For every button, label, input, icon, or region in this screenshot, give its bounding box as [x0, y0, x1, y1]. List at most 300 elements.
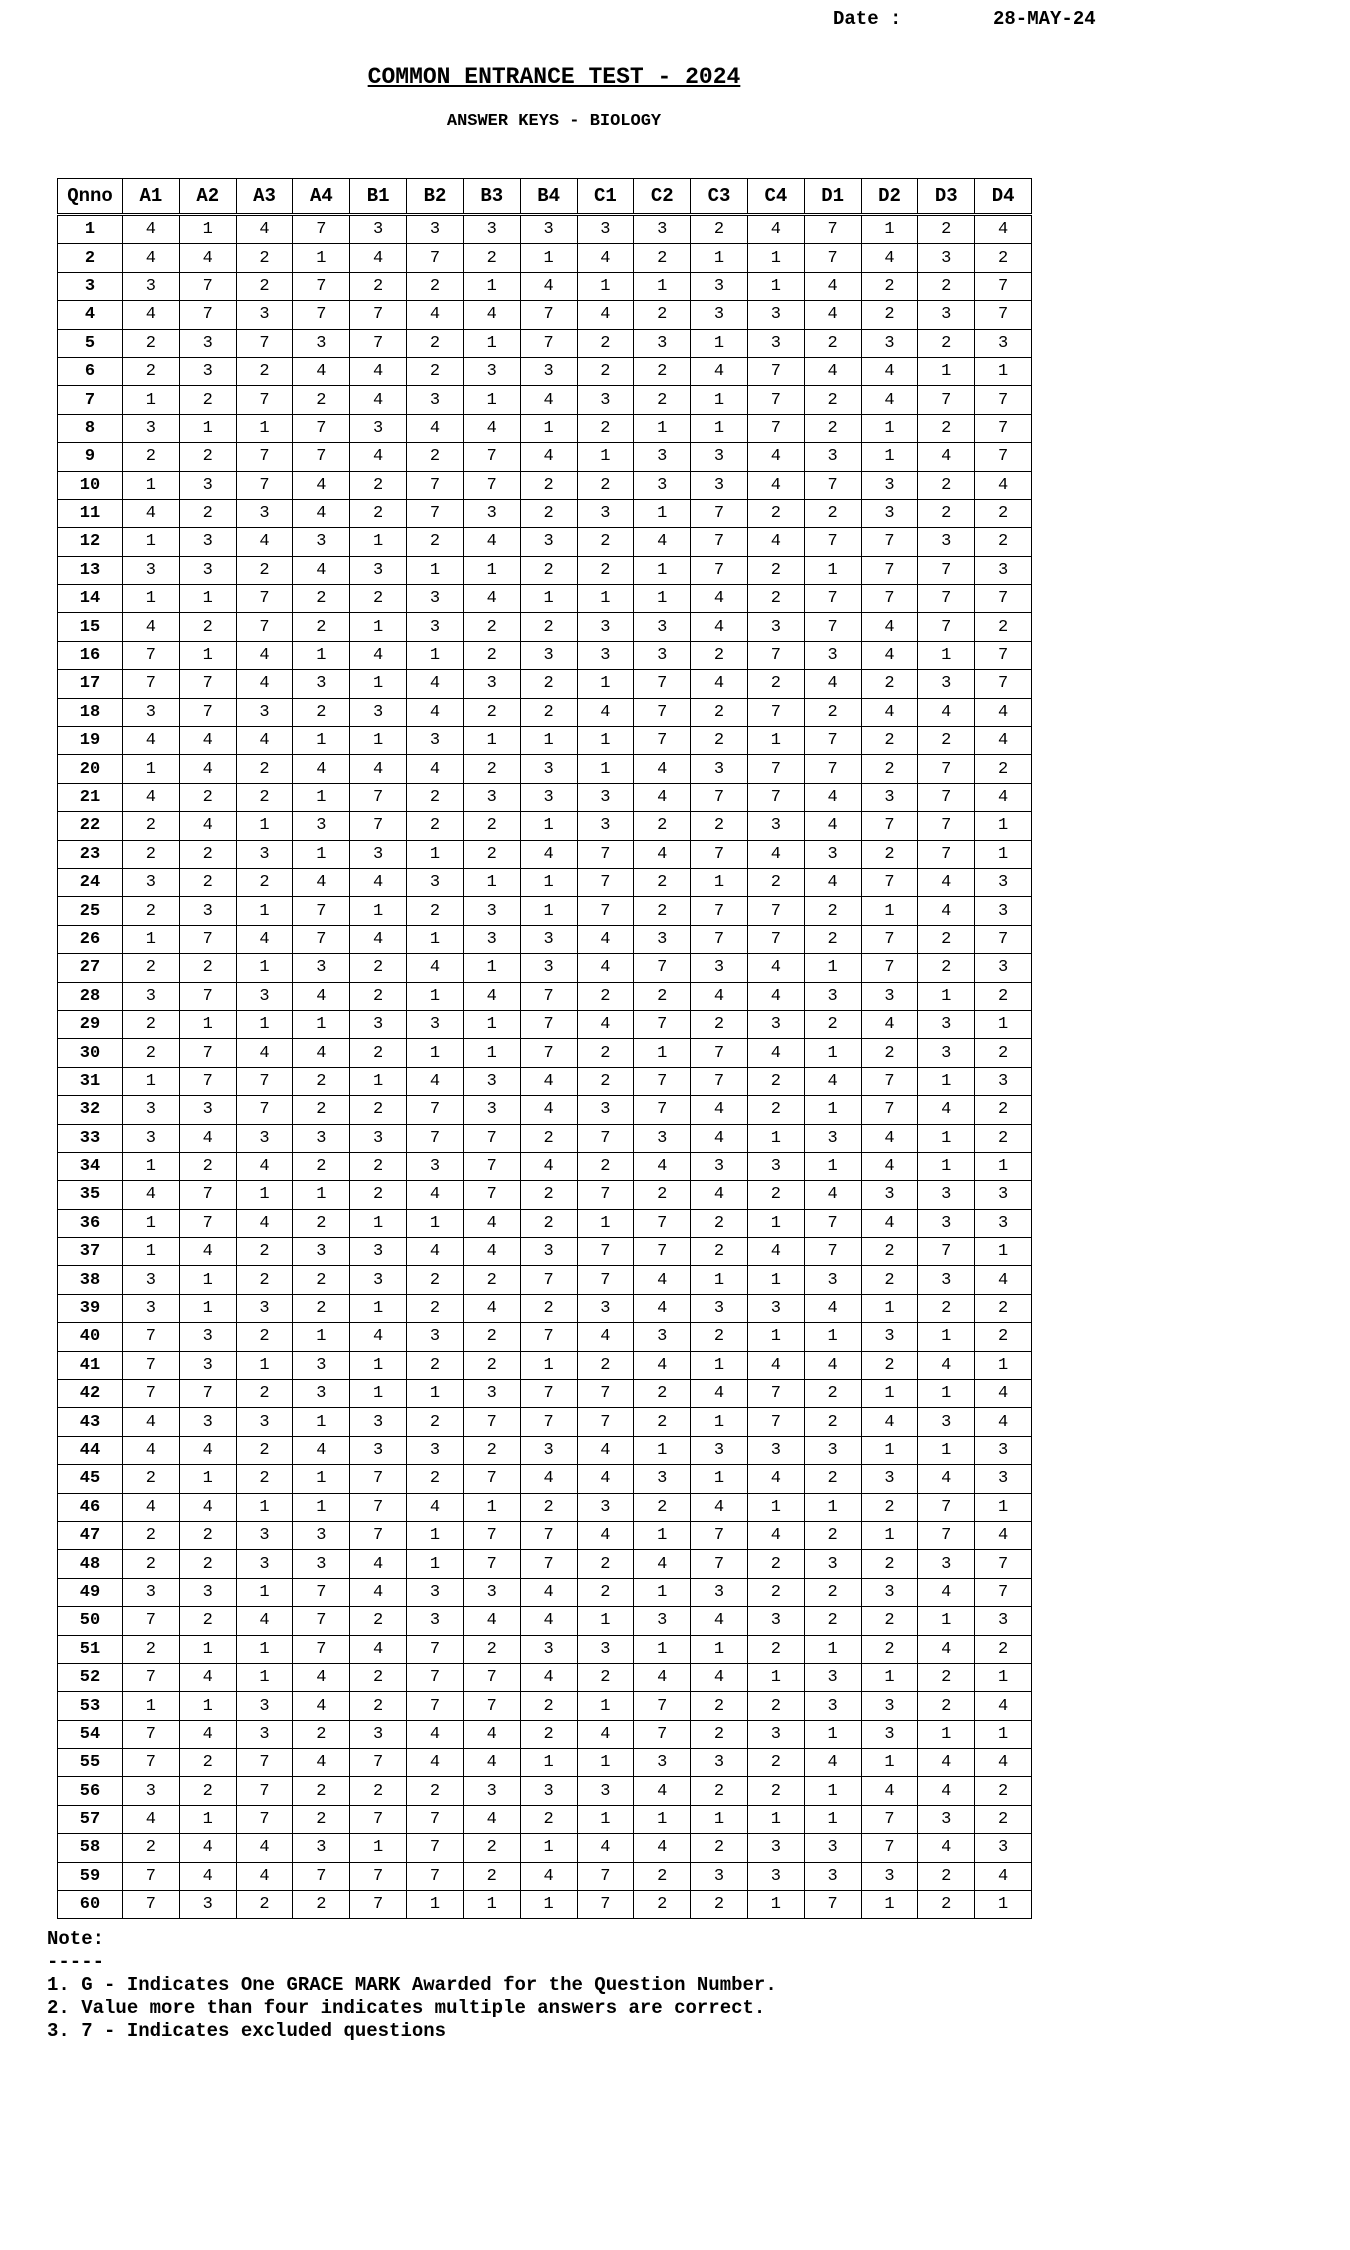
- answer-cell: 1: [804, 1096, 861, 1124]
- question-number-cell: 45: [58, 1465, 123, 1493]
- answer-cell: 1: [407, 1521, 464, 1549]
- answer-cell: 4: [236, 1607, 293, 1635]
- table-row: [58, 585, 1032, 613]
- answer-cell: 7: [463, 1465, 520, 1493]
- answer-cell: 7: [918, 585, 975, 613]
- answer-cell: 2: [179, 954, 236, 982]
- answer-cell: 7: [804, 1891, 861, 1919]
- table-row: [58, 386, 1032, 414]
- answer-cell: 7: [350, 1805, 407, 1833]
- table-row: [58, 1209, 1032, 1237]
- answer-cell: 3: [918, 1550, 975, 1578]
- answer-cell: 3: [350, 1266, 407, 1294]
- table-row: [58, 1181, 1032, 1209]
- answer-cell: 1: [407, 1550, 464, 1578]
- answer-cell: 4: [747, 982, 804, 1010]
- answer-cell: 4: [975, 1408, 1032, 1436]
- answer-cell: 1: [463, 1493, 520, 1521]
- answer-cell: 3: [236, 840, 293, 868]
- answer-cell: 1: [407, 1380, 464, 1408]
- answer-cell: 7: [804, 1209, 861, 1237]
- answer-cell: 2: [747, 1777, 804, 1805]
- answer-cell: 3: [179, 1578, 236, 1606]
- answer-cell: 4: [236, 528, 293, 556]
- column-header: B4: [520, 179, 577, 215]
- answer-cell: 3: [520, 528, 577, 556]
- answer-cell: 2: [691, 1209, 748, 1237]
- answer-cell: 1: [179, 1266, 236, 1294]
- answer-cell: 2: [975, 1805, 1032, 1833]
- question-number-cell: 59: [58, 1862, 123, 1890]
- answer-cell: 2: [747, 556, 804, 584]
- answer-cell: 3: [407, 386, 464, 414]
- answer-cell: 2: [577, 1152, 634, 1180]
- column-header: C4: [747, 179, 804, 215]
- answer-cell: 7: [123, 1749, 180, 1777]
- answer-cell: 7: [975, 641, 1032, 669]
- answer-cell: 3: [236, 1294, 293, 1322]
- answer-cell: 3: [918, 1266, 975, 1294]
- answer-cell: 1: [691, 414, 748, 442]
- answer-cell: 3: [634, 1749, 691, 1777]
- answer-cell: 7: [634, 1209, 691, 1237]
- answer-cell: 3: [975, 1181, 1032, 1209]
- answer-cell: 3: [691, 755, 748, 783]
- answer-cell: 4: [577, 1465, 634, 1493]
- answer-cell: 2: [407, 272, 464, 300]
- answer-cell: 2: [804, 1465, 861, 1493]
- answer-cell: 1: [293, 1493, 350, 1521]
- column-header: D3: [918, 179, 975, 215]
- answer-cell: 3: [123, 556, 180, 584]
- answer-cell: 1: [293, 1465, 350, 1493]
- answer-cell: 2: [463, 1834, 520, 1862]
- answer-cell: 3: [520, 925, 577, 953]
- answer-cell: 2: [918, 471, 975, 499]
- answer-cell: 2: [520, 698, 577, 726]
- answer-cell: 2: [179, 1152, 236, 1180]
- answer-cell: 4: [918, 698, 975, 726]
- answer-cell: 1: [747, 1209, 804, 1237]
- answer-cell: 3: [463, 897, 520, 925]
- question-number-cell: 36: [58, 1209, 123, 1237]
- answer-cell: 3: [804, 1692, 861, 1720]
- answer-cell: 1: [918, 641, 975, 669]
- answer-cell: 3: [123, 414, 180, 442]
- table-row: [58, 755, 1032, 783]
- answer-cell: 1: [634, 1039, 691, 1067]
- answer-cell: 2: [691, 812, 748, 840]
- answer-cell: 1: [463, 386, 520, 414]
- answer-cell: 2: [407, 528, 464, 556]
- answer-cell: 3: [691, 301, 748, 329]
- answer-cell: 2: [350, 1777, 407, 1805]
- answer-cell: 7: [463, 1692, 520, 1720]
- answer-cell: 2: [520, 670, 577, 698]
- column-header: A1: [123, 179, 180, 215]
- answer-cell: 1: [179, 1635, 236, 1663]
- table-row: [58, 1834, 1032, 1862]
- answer-cell: 2: [861, 272, 918, 300]
- answer-cell: 7: [691, 1521, 748, 1549]
- answer-cell: 2: [463, 1862, 520, 1890]
- answer-cell: 2: [747, 1181, 804, 1209]
- answer-cell: 4: [520, 386, 577, 414]
- answer-cell: 4: [861, 1010, 918, 1038]
- answer-cell: 2: [123, 443, 180, 471]
- answer-cell: 2: [975, 528, 1032, 556]
- answer-cell: 2: [634, 1862, 691, 1890]
- answer-cell: 7: [918, 812, 975, 840]
- table-row: [58, 613, 1032, 641]
- answer-cell: 2: [577, 1039, 634, 1067]
- table-row: [58, 868, 1032, 896]
- answer-cell: 1: [179, 1465, 236, 1493]
- answer-cell: 3: [918, 1181, 975, 1209]
- answer-cell: 4: [691, 1493, 748, 1521]
- table-row: [58, 1323, 1032, 1351]
- answer-cell: 7: [691, 1039, 748, 1067]
- answer-cell: 1: [861, 1521, 918, 1549]
- answer-cell: 3: [350, 1010, 407, 1038]
- table-row: [58, 1380, 1032, 1408]
- answer-cell: 4: [463, 1749, 520, 1777]
- column-header: A4: [293, 179, 350, 215]
- answer-cell: 7: [407, 1635, 464, 1663]
- answer-cell: 3: [577, 1294, 634, 1322]
- answer-cell: 2: [691, 698, 748, 726]
- answer-cell: 4: [918, 897, 975, 925]
- answer-cell: 4: [179, 812, 236, 840]
- answer-cell: 7: [634, 954, 691, 982]
- answer-cell: 1: [293, 1408, 350, 1436]
- answer-cell: 3: [747, 1436, 804, 1464]
- answer-cell: 1: [918, 982, 975, 1010]
- answer-cell: 7: [520, 1039, 577, 1067]
- answer-cell: 1: [350, 1067, 407, 1095]
- answer-cell: 7: [577, 868, 634, 896]
- answer-cell: 2: [350, 1663, 407, 1691]
- answer-cell: 7: [577, 1380, 634, 1408]
- answer-cell: 2: [463, 755, 520, 783]
- answer-cell: 4: [918, 443, 975, 471]
- answer-cell: 2: [918, 1294, 975, 1322]
- answer-cell: 4: [123, 1181, 180, 1209]
- answer-cell: 4: [975, 783, 1032, 811]
- answer-cell: 2: [179, 499, 236, 527]
- answer-cell: 2: [634, 386, 691, 414]
- answer-cell: 3: [293, 329, 350, 357]
- answer-cell: 3: [407, 1607, 464, 1635]
- answer-cell: 3: [918, 244, 975, 272]
- answer-cell: 7: [747, 386, 804, 414]
- answer-cell: 1: [918, 1067, 975, 1095]
- answer-cell: 2: [975, 244, 1032, 272]
- column-header: A3: [236, 179, 293, 215]
- answer-cell: 3: [179, 1351, 236, 1379]
- answer-cell: 7: [861, 1834, 918, 1862]
- answer-cell: 3: [747, 1607, 804, 1635]
- answer-cell: 7: [975, 301, 1032, 329]
- answer-cell: 3: [634, 1465, 691, 1493]
- answer-cell: 4: [236, 215, 293, 244]
- answer-cell: 4: [975, 1692, 1032, 1720]
- answer-cell: 2: [975, 1294, 1032, 1322]
- answer-cell: 2: [293, 1266, 350, 1294]
- answer-cell: 7: [804, 1238, 861, 1266]
- answer-cell: 3: [350, 215, 407, 244]
- table-row: [58, 1749, 1032, 1777]
- answer-cell: 2: [123, 1550, 180, 1578]
- answer-cell: 7: [975, 585, 1032, 613]
- answer-cell: 1: [179, 1805, 236, 1833]
- table-row: [58, 1521, 1032, 1549]
- answer-cell: 2: [350, 471, 407, 499]
- answer-cell: 4: [123, 301, 180, 329]
- answer-cell: 4: [520, 1152, 577, 1180]
- answer-cell: 4: [975, 1521, 1032, 1549]
- answer-cell: 1: [918, 1720, 975, 1748]
- answer-cell: 4: [804, 1749, 861, 1777]
- answer-cell: 4: [407, 670, 464, 698]
- answer-cell: 2: [975, 982, 1032, 1010]
- answer-cell: 7: [236, 329, 293, 357]
- answer-cell: 7: [123, 1663, 180, 1691]
- answer-cell: 2: [293, 585, 350, 613]
- answer-cell: 7: [747, 783, 804, 811]
- answer-cell: 4: [293, 868, 350, 896]
- table-row: [58, 1152, 1032, 1180]
- answer-cell: 1: [407, 925, 464, 953]
- answer-cell: 4: [634, 840, 691, 868]
- answer-cell: 1: [577, 670, 634, 698]
- answer-cell: 7: [691, 556, 748, 584]
- answer-cell: 3: [804, 840, 861, 868]
- answer-cell: 7: [577, 897, 634, 925]
- answer-cell: 3: [520, 357, 577, 385]
- answer-cell: 2: [691, 1891, 748, 1919]
- answer-cell: 7: [577, 1181, 634, 1209]
- answer-cell: 2: [350, 1039, 407, 1067]
- answer-cell: 7: [634, 1720, 691, 1748]
- question-number-cell: 40: [58, 1323, 123, 1351]
- answer-cell: 4: [804, 1351, 861, 1379]
- answer-cell: 3: [918, 1039, 975, 1067]
- answer-cell: 2: [520, 1209, 577, 1237]
- answer-cell: 2: [577, 528, 634, 556]
- answer-cell: 2: [747, 1067, 804, 1095]
- answer-cell: 3: [577, 386, 634, 414]
- answer-cell: 3: [691, 272, 748, 300]
- answer-cell: 1: [520, 1351, 577, 1379]
- answer-cell: 3: [861, 783, 918, 811]
- answer-cell: 2: [634, 868, 691, 896]
- question-number-cell: 28: [58, 982, 123, 1010]
- answer-cell: 4: [804, 1067, 861, 1095]
- answer-cell: 2: [463, 698, 520, 726]
- answer-cell: 7: [918, 613, 975, 641]
- answer-cell: 2: [293, 1209, 350, 1237]
- answer-cell: 4: [861, 641, 918, 669]
- question-number-cell: 58: [58, 1834, 123, 1862]
- answer-cell: 2: [520, 1720, 577, 1748]
- answer-cell: 3: [747, 1010, 804, 1038]
- answer-cell: 2: [123, 1834, 180, 1862]
- answer-cell: 3: [407, 1436, 464, 1464]
- answer-cell: 7: [691, 840, 748, 868]
- answer-cell: 3: [350, 1408, 407, 1436]
- answer-cell: 3: [747, 1834, 804, 1862]
- question-number-cell: 52: [58, 1663, 123, 1691]
- answer-cell: 7: [861, 585, 918, 613]
- answer-cell: 4: [634, 1834, 691, 1862]
- answer-cell: 2: [577, 1067, 634, 1095]
- answer-cell: 1: [179, 1010, 236, 1038]
- answer-cell: 3: [577, 1493, 634, 1521]
- answer-cell: 1: [293, 1323, 350, 1351]
- answer-cell: 1: [861, 1749, 918, 1777]
- answer-cell: 2: [691, 1720, 748, 1748]
- answer-cell: 7: [691, 528, 748, 556]
- question-number-cell: 3: [58, 272, 123, 300]
- answer-cell: 4: [407, 698, 464, 726]
- answer-cell: 7: [691, 1067, 748, 1095]
- answer-cell: 2: [179, 840, 236, 868]
- table-row: [58, 414, 1032, 442]
- answer-cell: 7: [179, 1380, 236, 1408]
- answer-cell: 1: [747, 1323, 804, 1351]
- answer-cell: 1: [463, 329, 520, 357]
- note-item-3: 3. 7 - Indicates excluded questions: [47, 2020, 447, 2042]
- answer-cell: 7: [407, 499, 464, 527]
- answer-cell: 2: [804, 897, 861, 925]
- answer-cell: 3: [577, 1635, 634, 1663]
- answer-cell: 1: [407, 982, 464, 1010]
- answer-cell: 2: [350, 585, 407, 613]
- answer-cell: 4: [293, 1039, 350, 1067]
- answer-cell: 1: [236, 1010, 293, 1038]
- answer-cell: 2: [804, 1010, 861, 1038]
- answer-cell: 4: [236, 670, 293, 698]
- answer-cell: 4: [634, 1777, 691, 1805]
- answer-cell: 2: [975, 613, 1032, 641]
- answer-cell: 1: [350, 1380, 407, 1408]
- answer-cell: 4: [463, 1805, 520, 1833]
- answer-cell: 7: [407, 244, 464, 272]
- answer-cell: 4: [463, 1720, 520, 1748]
- answer-cell: 2: [577, 1663, 634, 1691]
- table-row: [58, 1238, 1032, 1266]
- answer-cell: 3: [179, 1096, 236, 1124]
- answer-cell: 3: [747, 301, 804, 329]
- table-row: [58, 1096, 1032, 1124]
- answer-cell: 1: [350, 613, 407, 641]
- answer-cell: 3: [179, 1323, 236, 1351]
- answer-cell: 2: [350, 272, 407, 300]
- answer-cell: 4: [975, 471, 1032, 499]
- answer-cell: 1: [747, 1663, 804, 1691]
- answer-cell: 4: [520, 1862, 577, 1890]
- answer-cell: 7: [975, 670, 1032, 698]
- answer-cell: 4: [350, 386, 407, 414]
- answer-cell: 3: [577, 1777, 634, 1805]
- answer-cell: 7: [236, 1096, 293, 1124]
- table-row: [58, 1720, 1032, 1748]
- answer-cell: 3: [350, 840, 407, 868]
- answer-cell: 1: [179, 414, 236, 442]
- answer-cell: 2: [236, 1323, 293, 1351]
- answer-cell: 2: [179, 443, 236, 471]
- answer-cell: 3: [861, 329, 918, 357]
- table-row: [58, 641, 1032, 669]
- answer-cell: 1: [691, 244, 748, 272]
- answer-cell: 7: [861, 1805, 918, 1833]
- question-number-cell: 18: [58, 698, 123, 726]
- answer-cell: 1: [293, 1181, 350, 1209]
- answer-cell: 3: [407, 868, 464, 896]
- answer-cell: 2: [293, 1067, 350, 1095]
- answer-cell: 4: [691, 613, 748, 641]
- answer-cell: 1: [634, 414, 691, 442]
- answer-cell: 4: [804, 670, 861, 698]
- answer-cell: 7: [804, 727, 861, 755]
- answer-cell: 1: [350, 1294, 407, 1322]
- answer-cell: 7: [747, 357, 804, 385]
- answer-cell: 3: [804, 1862, 861, 1890]
- answer-cell: 7: [861, 556, 918, 584]
- answer-cell: 2: [407, 1294, 464, 1322]
- answer-cell: 2: [918, 272, 975, 300]
- answer-cell: 7: [293, 414, 350, 442]
- answer-cell: 1: [350, 727, 407, 755]
- answer-cell: 3: [975, 1436, 1032, 1464]
- answer-cell: 7: [861, 868, 918, 896]
- question-number-cell: 27: [58, 954, 123, 982]
- answer-cell: 2: [918, 329, 975, 357]
- answer-cell: 1: [577, 1749, 634, 1777]
- answer-cell: 3: [293, 954, 350, 982]
- answer-cell: 4: [179, 1238, 236, 1266]
- answer-cell: 4: [577, 1834, 634, 1862]
- question-number-cell: 19: [58, 727, 123, 755]
- answer-cell: 4: [634, 1351, 691, 1379]
- answer-cell: 4: [861, 1408, 918, 1436]
- answer-cell: 7: [350, 1862, 407, 1890]
- answer-cell: 2: [293, 1805, 350, 1833]
- answer-cell: 2: [747, 1578, 804, 1606]
- answer-cell: 4: [975, 1380, 1032, 1408]
- answer-cell: 1: [804, 1323, 861, 1351]
- answer-cell: 2: [804, 386, 861, 414]
- answer-cell: 3: [520, 1436, 577, 1464]
- answer-cell: 3: [747, 1294, 804, 1322]
- answer-cell: 1: [634, 1436, 691, 1464]
- answer-cell: 3: [350, 1720, 407, 1748]
- column-header: B3: [463, 179, 520, 215]
- answer-cell: 3: [123, 272, 180, 300]
- answer-cell: 3: [350, 1124, 407, 1152]
- answer-cell: 3: [293, 1834, 350, 1862]
- answer-cell: 4: [691, 1607, 748, 1635]
- answer-cell: 3: [747, 1152, 804, 1180]
- answer-cell: 4: [861, 613, 918, 641]
- answer-cell: 3: [918, 1209, 975, 1237]
- question-number-cell: 29: [58, 1010, 123, 1038]
- answer-cell: 2: [293, 386, 350, 414]
- answer-cell: 4: [747, 1039, 804, 1067]
- answer-cell: 3: [804, 1550, 861, 1578]
- answer-cell: 4: [918, 1749, 975, 1777]
